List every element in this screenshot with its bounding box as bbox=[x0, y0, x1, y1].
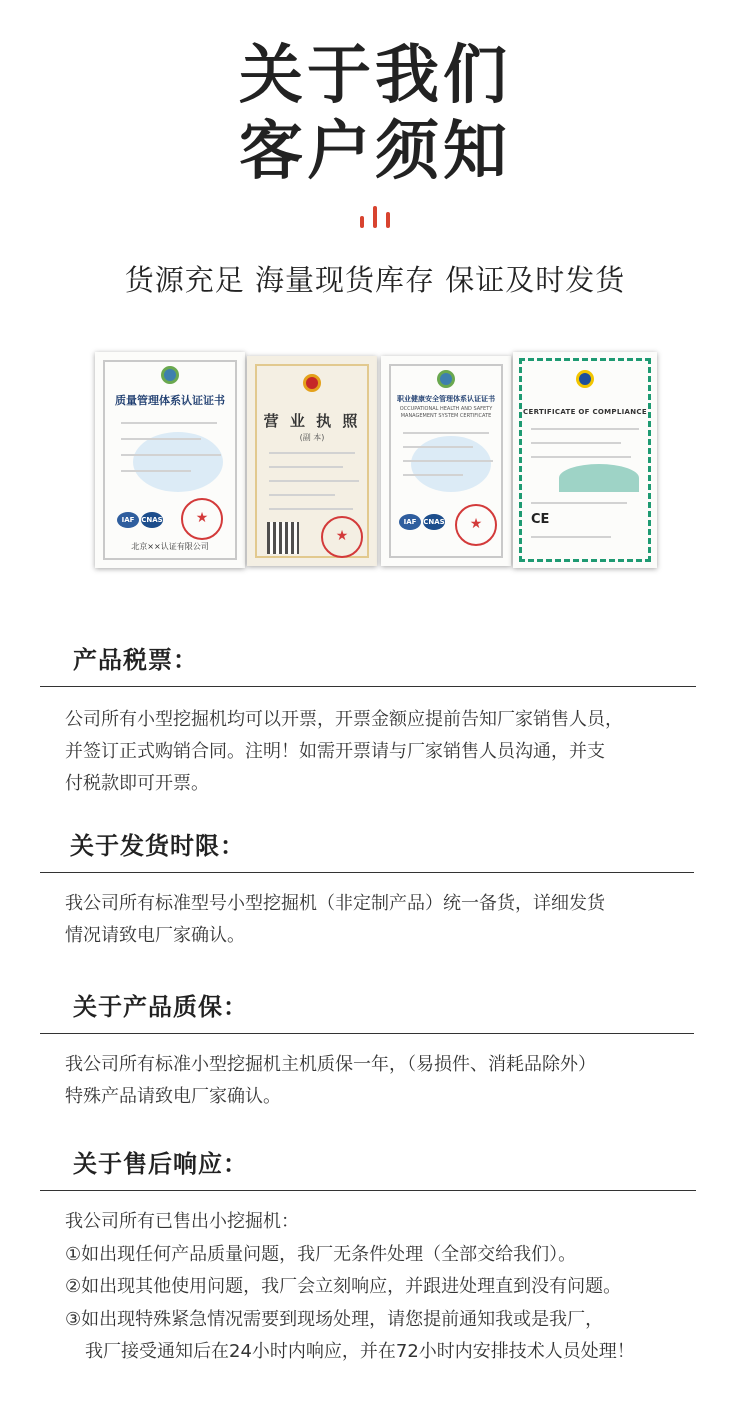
section-divider bbox=[40, 1190, 696, 1191]
section-heading-warranty: 关于产品质保： bbox=[73, 993, 248, 1021]
certificates-strip bbox=[95, 350, 657, 570]
text-line: 并签订正式购销合同。注明！如需开票请与厂家销售人员沟通，并支 bbox=[65, 741, 605, 762]
seal-stamp-icon bbox=[321, 516, 363, 558]
seal-stamp-icon bbox=[455, 504, 497, 546]
certificate-subtitle: OCCUPATIONAL HEALTH AND SAFETY MANAGEMENT SYSTEM CERTIFICATE bbox=[399, 406, 493, 419]
text-line: 情况请致电厂家确认。 bbox=[65, 925, 245, 946]
section-heading-shipping: 关于发货时限： bbox=[70, 832, 245, 860]
title-line-2: 客户须知 bbox=[239, 115, 511, 189]
text-line: ③如出现特殊紧急情况需要到现场处理，请您提前通知我或是我厂， bbox=[65, 1308, 604, 1330]
section-body-invoice bbox=[65, 704, 623, 800]
certificate-quality bbox=[95, 352, 245, 568]
cert-emblem-icon bbox=[161, 366, 179, 384]
ce-mark-icon: CE bbox=[531, 512, 550, 527]
cnas-logo-icon: CNAS bbox=[423, 514, 445, 530]
slogan: 货源充足 海量现货库存 保证及时发货 bbox=[124, 263, 626, 297]
section-body-shipping bbox=[65, 888, 605, 952]
text-line: 公司所有小型挖掘机均可以开票，开票金额应提前告知厂家销售人员， bbox=[65, 709, 623, 730]
text-line: 我公司所有已售出小挖掘机： bbox=[65, 1211, 299, 1232]
accent-bars-icon bbox=[0, 204, 750, 228]
cert-emblem-icon bbox=[437, 370, 455, 388]
text-line: 我公司所有标准型号小型挖掘机（非定制产品）统一备货，详细发货 bbox=[65, 893, 605, 914]
section-divider bbox=[40, 872, 694, 873]
certificate-issuer: 北京××认证有限公司 bbox=[131, 542, 209, 551]
accent-bar bbox=[373, 206, 377, 228]
text-line: 付税款即可开票。 bbox=[65, 773, 209, 794]
qr-code-icon bbox=[267, 522, 299, 554]
text-line: ①如出现任何产品质量问题，我厂无条件处理（全部交给我们）。 bbox=[65, 1243, 577, 1265]
certificate-name: 质量管理体系认证证书 bbox=[115, 394, 225, 407]
iaf-logo-icon: IAF bbox=[399, 514, 421, 530]
text-line: 我厂接受通知后在24小时内响应，并在72小时内安排技术人员处理！ bbox=[85, 1341, 635, 1362]
text-line: 我公司所有标准小型挖掘机主机质保一年，（易损件、消耗品除外） bbox=[65, 1054, 596, 1075]
eu-stars-icon bbox=[576, 370, 594, 388]
iaf-logo-icon: IAF bbox=[117, 512, 139, 528]
title-line-1: 关于我们 bbox=[239, 39, 511, 113]
accent-bar bbox=[360, 216, 364, 228]
page-title bbox=[0, 38, 750, 190]
seal-stamp-icon bbox=[181, 498, 223, 540]
section-heading-invoice: 产品税票： bbox=[73, 646, 198, 674]
certificate-ce-compliance bbox=[513, 352, 657, 568]
national-emblem-icon bbox=[303, 374, 321, 392]
text-line: ②如出现其他使用问题，我厂会立刻响应，并跟进处理直到没有问题。 bbox=[65, 1276, 622, 1297]
certificate-name: 职业健康安全管理体系认证证书 bbox=[397, 395, 495, 403]
section-heading-after-sales: 关于售后响应： bbox=[73, 1150, 248, 1178]
section-divider bbox=[40, 686, 696, 687]
accent-bar bbox=[386, 212, 390, 228]
license-title: 营 业 执 照 bbox=[263, 412, 361, 430]
ce-certificate-title: CERTIFICATE OF COMPLIANCE bbox=[523, 408, 647, 416]
certificate-safety bbox=[381, 356, 511, 566]
section-body-after-sales bbox=[65, 1206, 635, 1369]
section-divider bbox=[40, 1033, 694, 1034]
text-line: 特殊产品请致电厂家确认。 bbox=[65, 1086, 281, 1107]
section-body-warranty bbox=[65, 1049, 596, 1113]
cnas-logo-icon: CNAS bbox=[141, 512, 163, 528]
certificate-business-license bbox=[247, 356, 377, 566]
license-note: (副 本) bbox=[299, 433, 325, 442]
